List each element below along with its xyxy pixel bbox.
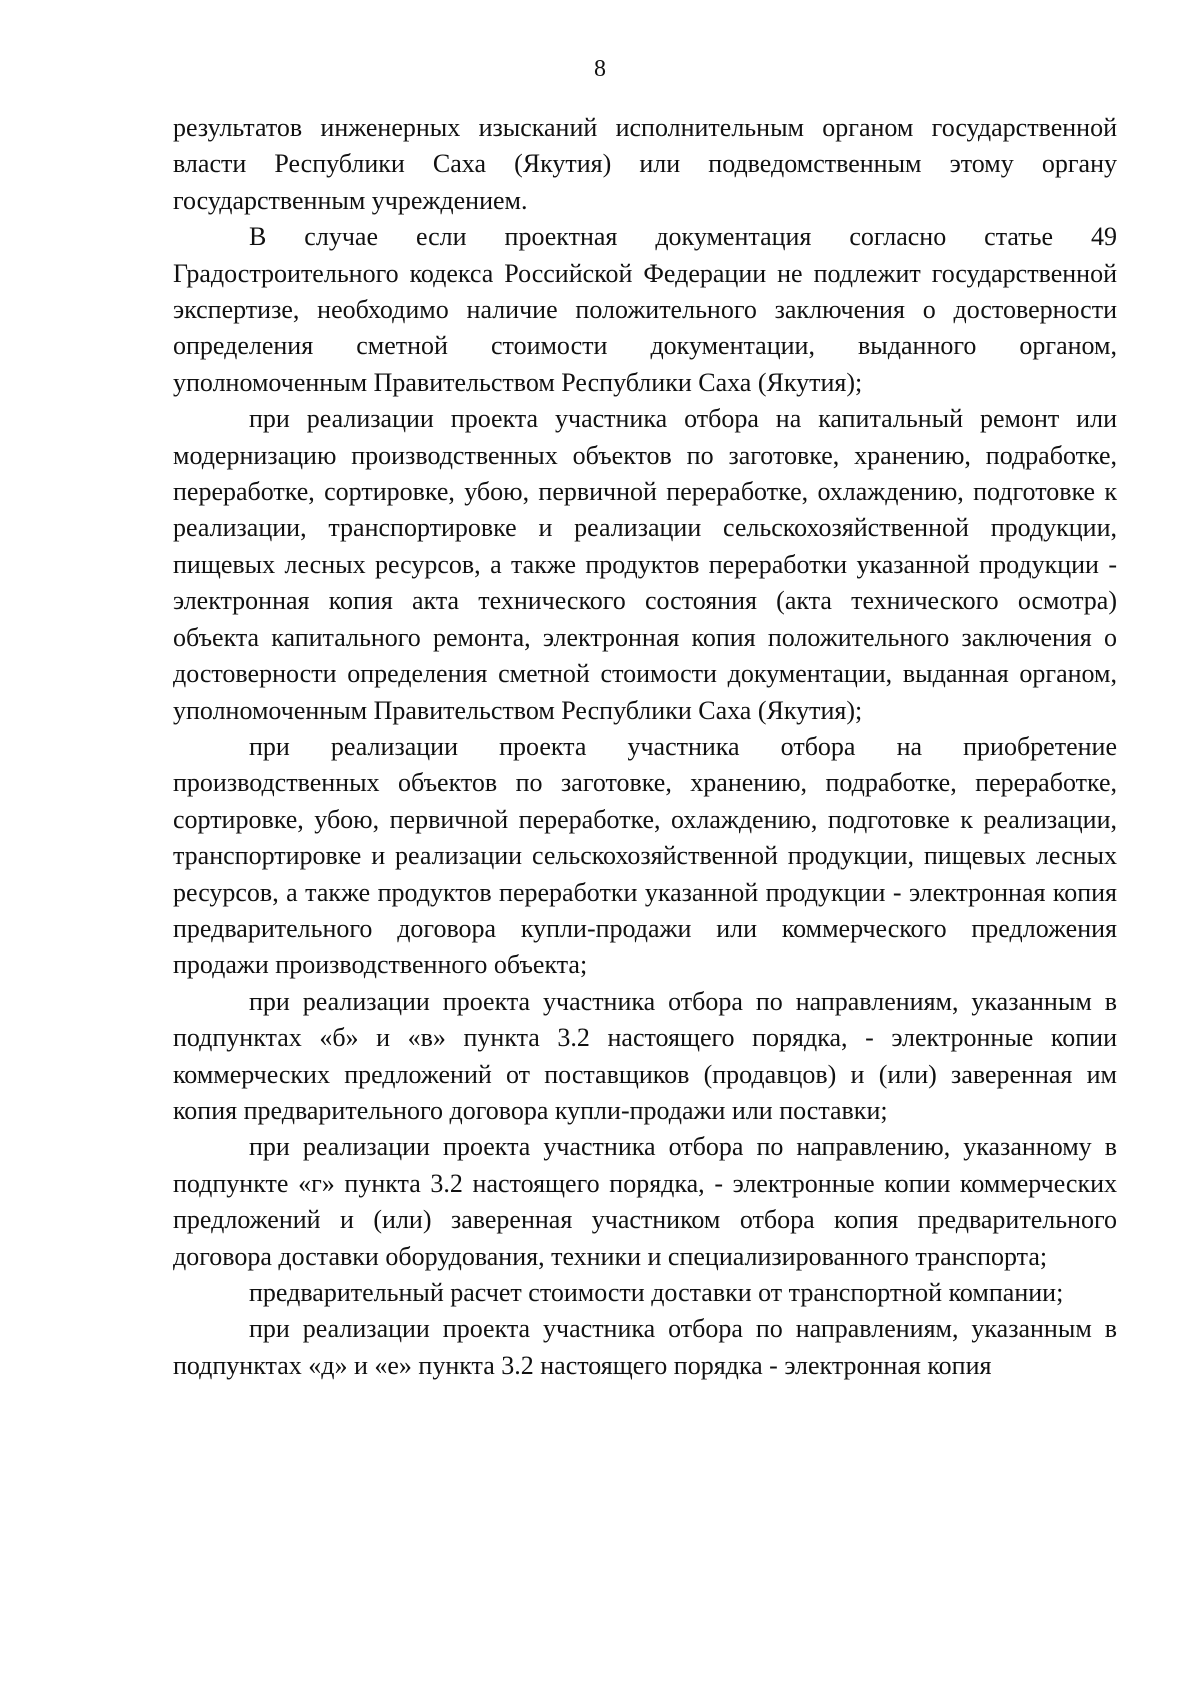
- paragraph-1: результатов инженерных изысканий исполнительным органом государственной власти Республики Саха (Якутия) или подведомственным этому органу государственным учреждением.: [173, 113, 1117, 215]
- document-body: [173, 110, 1117, 1384]
- paragraph-4: при реализации проекта участника отбора на приобретение производственных объектов по заготовке, хранению, подработке, переработке, сортировке, убою, первичной переработке, охлаждению, подготовке к реализации, транспортировке и реализации сельскохозяйственной продукции, пищевых лесных ресурсов, а также продуктов переработки указанной продукции - электронная копия предварительного договора купли-продажи или коммерческого предложения продажи производственного объекта;: [173, 731, 1117, 980]
- paragraph-8: при реализации проекта участника отбора по направлениям, указанным в подпунктах «д» и «е» пункта 3.2 настоящего порядка - электронная копия: [173, 1314, 1117, 1380]
- paragraph-5: при реализации проекта участника отбора по направлениям, указанным в подпунктах «б» и «в» пункта 3.2 настоящего порядка, - электронные копии коммерческих предложений от поставщиков (продавцов) и (или) заверенная им копия предварительного договора купли-продажи или поставки;: [173, 986, 1117, 1125]
- paragraph-6: при реализации проекта участника отбора по направлению, указанному в подпункте «г» пункта 3.2 настоящего порядка, - электронные копии коммерческих предложений и (или) заверенная участником отбора копия предварительного договора доставки оборудования, техники и специализированного транспорта;: [173, 1132, 1117, 1271]
- page-number: 8: [594, 56, 606, 82]
- paragraph-2: В случае если проектная документация согласно статье 49 Градостроительного кодекса Российской Федерации не подлежит государственной экспертизе, необходимо наличие положительного заключения о достоверности определения сметной стоимости документации, выданного органом, уполномоченным Правительством Республики Саха (Якутия);: [173, 222, 1117, 397]
- paragraph-3: при реализации проекта участника отбора на капитальный ремонт или модернизацию производственных объектов по заготовке, хранению, подработке, переработке, сортировке, убою, первичной переработке, охлаждению, подготовке к реализации, транспортировке и реализации сельскохозяйственной продукции, пищевых лесных ресурсов, а также продуктов переработки указанной продукции - электронная копия акта технического состояния (акта технического осмотра) объекта капитального ремонта, электронная копия положительного заключения о достоверности определения сметной стоимости документации, выданная органом, уполномоченным Правительством Республики Саха (Якутия);: [173, 404, 1117, 725]
- paragraph-7: предварительный расчет стоимости доставки от транспортной компании;: [249, 1278, 1064, 1307]
